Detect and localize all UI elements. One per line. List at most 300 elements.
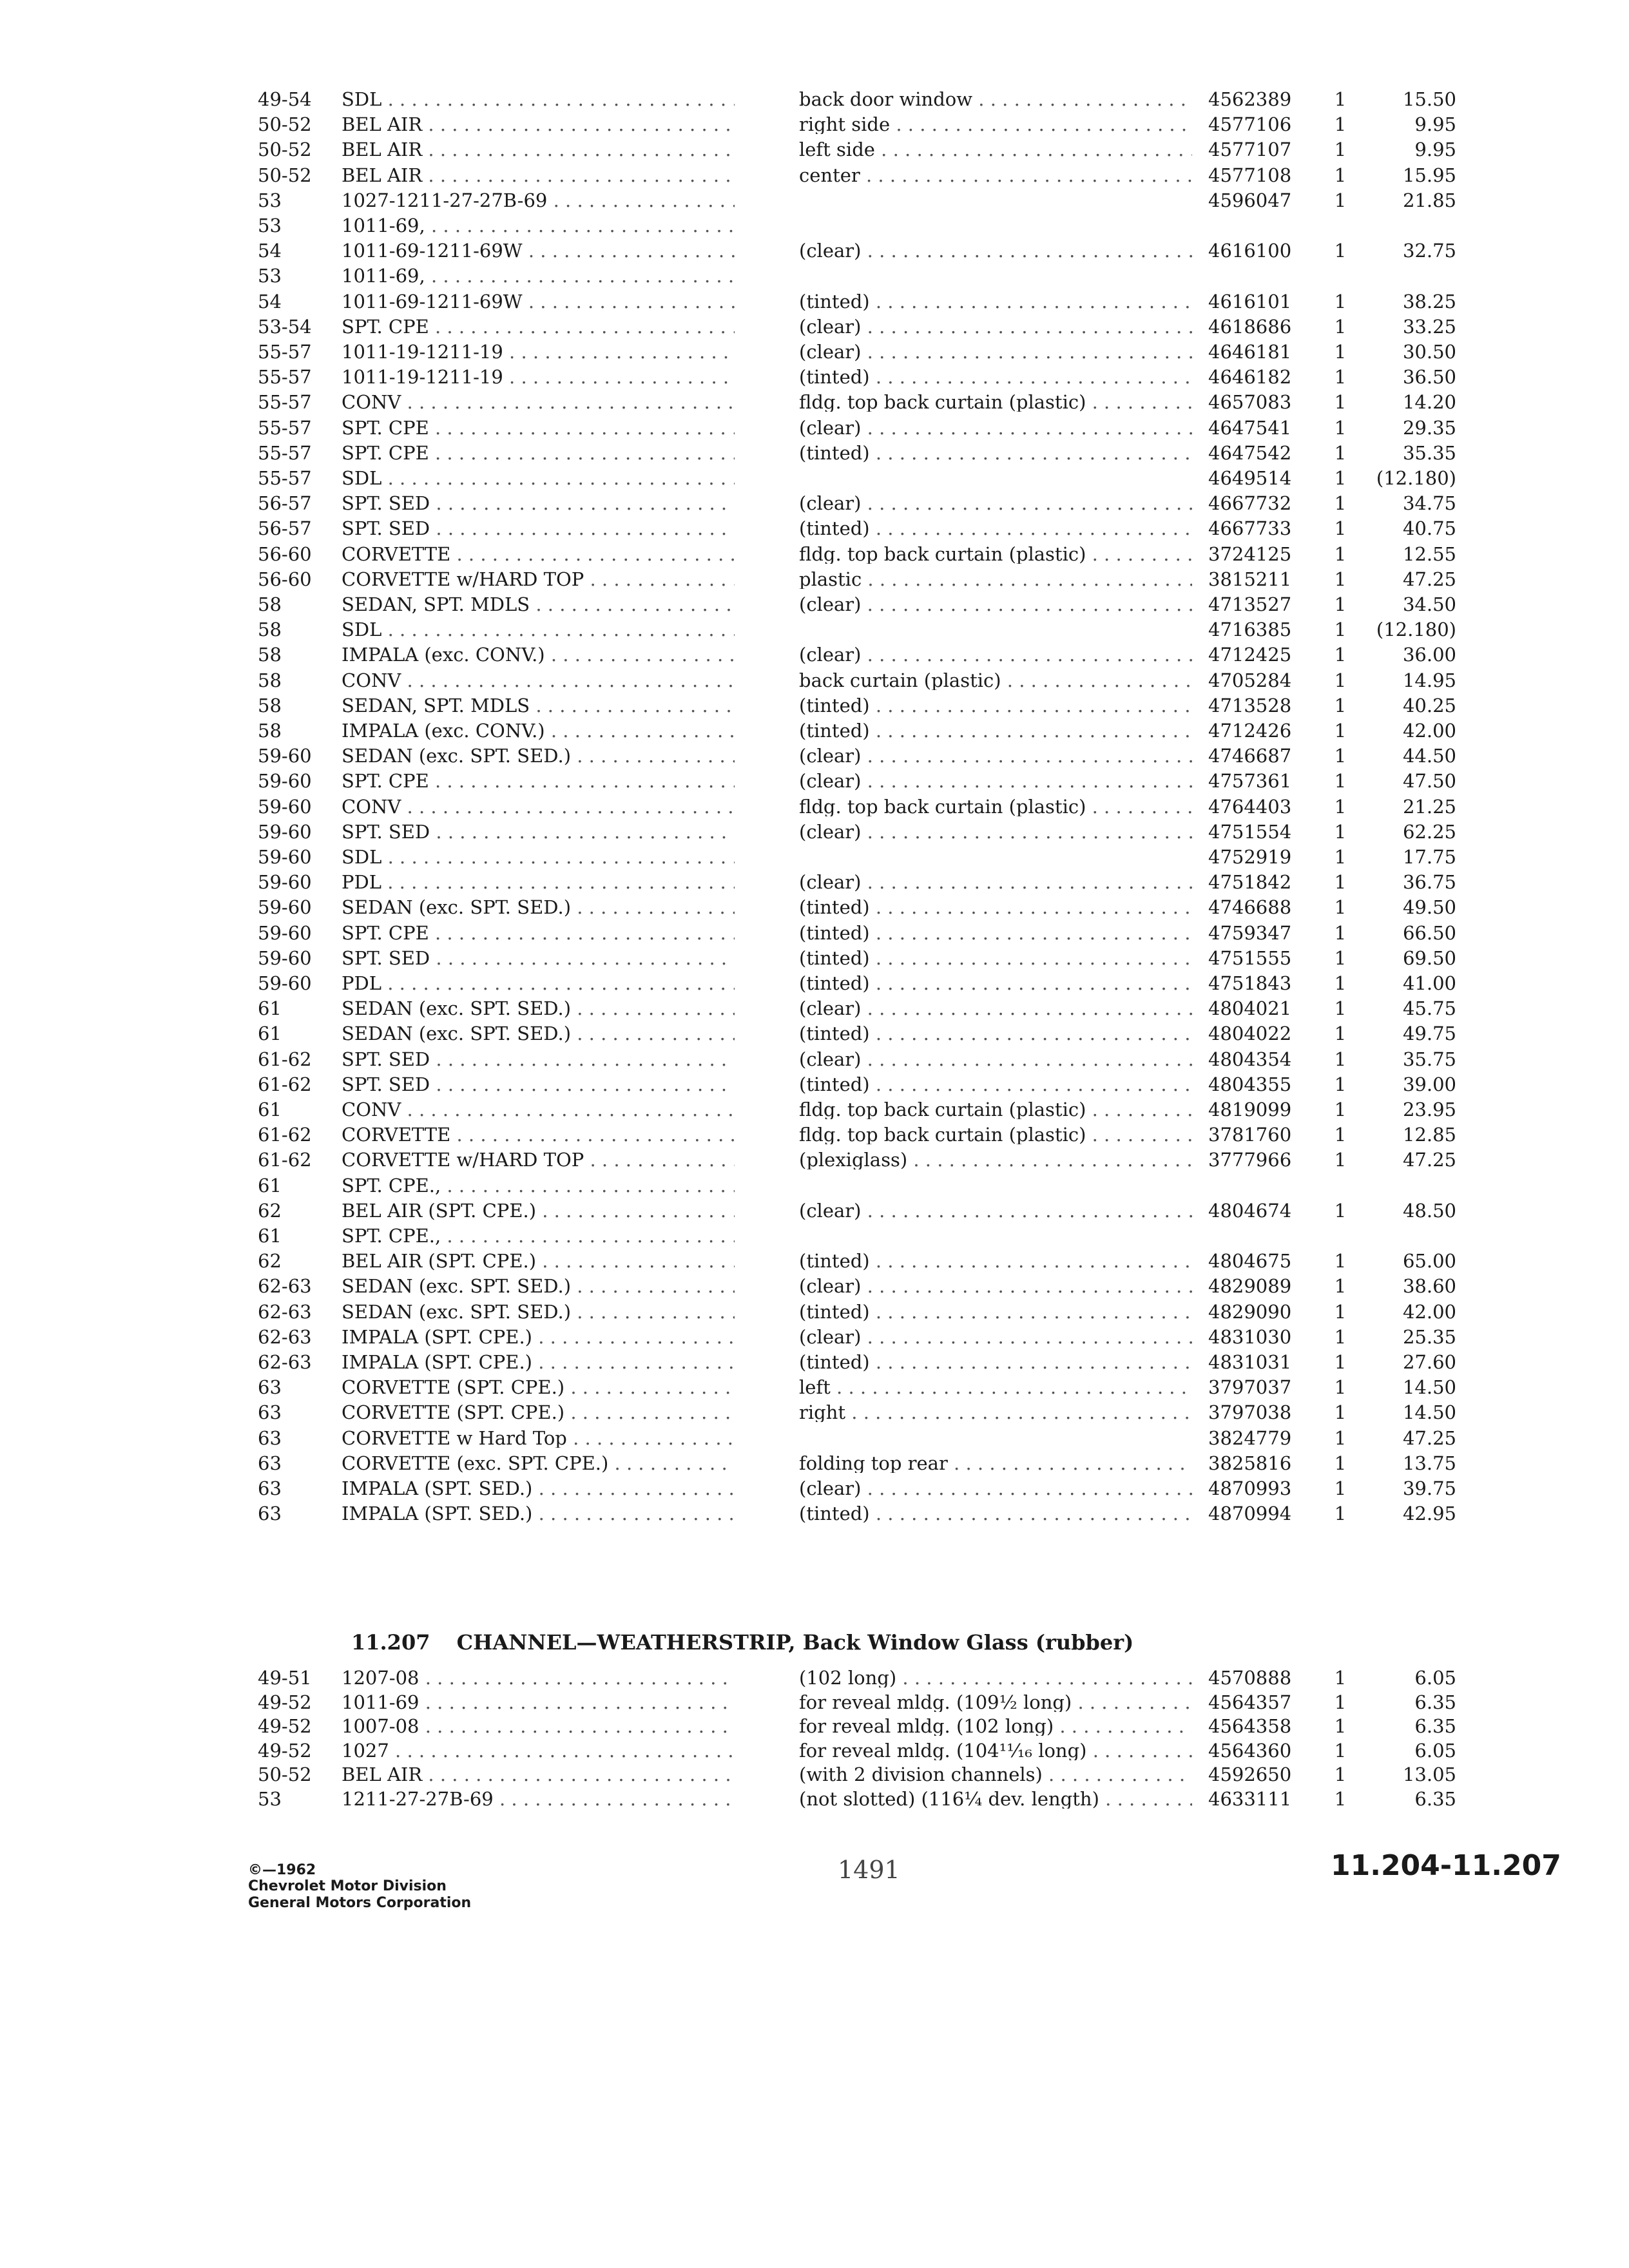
part-number-cell: 4562389 — [1208, 88, 1292, 110]
description-cell: for reveal mldg. (102 long) . . . — [799, 1717, 1192, 1736]
part-number-cell: 4751843 — [1208, 972, 1292, 994]
year-cell: 62 — [258, 1199, 282, 1222]
price-cell: 14.95 — [1402, 669, 1456, 691]
year-cell: 63 — [258, 1477, 282, 1499]
quantity-cell: 1 — [1334, 1325, 1347, 1348]
part-number-cell: 4752919 — [1208, 846, 1292, 868]
quantity-cell: 1 — [1334, 492, 1347, 515]
model-cell: SPT. SED . . . — [342, 519, 735, 538]
model-cell: SDL . . . — [342, 848, 735, 867]
price-cell: 36.00 — [1402, 644, 1456, 666]
quantity-cell: 1 — [1334, 1763, 1347, 1785]
price-cell: 25.35 — [1402, 1325, 1456, 1348]
price-cell: (12.180) — [1376, 467, 1456, 489]
model-cell: SEDAN, SPT. MDLS . . . — [342, 595, 735, 614]
quantity-cell: 1 — [1334, 467, 1347, 489]
description-cell: (clear) . . . — [799, 242, 1192, 260]
quantity-cell: 1 — [1334, 1667, 1347, 1689]
price-cell: 13.05 — [1402, 1763, 1456, 1785]
quantity-cell: 1 — [1334, 1715, 1347, 1737]
quantity-cell: 1 — [1334, 694, 1347, 716]
year-cell: 53 — [258, 189, 282, 211]
quantity-cell: 1 — [1334, 1503, 1347, 1525]
price-cell: 44.50 — [1402, 745, 1456, 767]
quantity-cell: 1 — [1334, 1452, 1347, 1474]
quantity-cell: 1 — [1334, 770, 1347, 793]
quantity-cell: 1 — [1334, 1787, 1347, 1810]
part-number-cell: 4577108 — [1208, 164, 1292, 186]
part-number-cell: 4705284 — [1208, 669, 1292, 691]
year-cell: 63 — [258, 1503, 282, 1525]
year-cell: 50-52 — [258, 139, 312, 161]
year-cell: 55-57 — [258, 467, 312, 489]
description-cell: (tinted) . . . — [799, 1303, 1192, 1321]
quantity-cell: 1 — [1334, 1351, 1347, 1373]
year-cell: 59-60 — [258, 770, 312, 793]
price-cell: 36.75 — [1402, 871, 1456, 894]
year-cell: 59-60 — [258, 820, 312, 843]
quantity-cell: 1 — [1334, 1149, 1347, 1171]
model-cell: SEDAN (exc. SPT. SED.) . . . — [342, 747, 735, 765]
quantity-cell: 1 — [1334, 795, 1347, 818]
division: Chevrolet Motor Division — [248, 1878, 447, 1895]
quantity-cell: 1 — [1334, 1300, 1347, 1323]
price-cell: 47.25 — [1402, 1427, 1456, 1449]
year-cell: 58 — [258, 720, 282, 742]
price-cell: 40.75 — [1402, 517, 1456, 540]
description-cell: (tinted) . . . — [799, 1504, 1192, 1523]
part-number-cell: 4759347 — [1208, 921, 1292, 944]
model-cell: CONV . . . — [342, 798, 735, 816]
quantity-cell: 1 — [1334, 947, 1347, 969]
model-cell: SEDAN (exc. SPT. SED.) . . . — [342, 898, 735, 917]
description-cell: (tinted) . . . — [799, 444, 1192, 463]
quantity-cell: 1 — [1334, 164, 1347, 186]
price-cell: 47.50 — [1402, 770, 1456, 793]
year-cell: 49-52 — [258, 1739, 312, 1762]
part-number-cell: 4804355 — [1208, 1073, 1292, 1095]
price-cell: 35.35 — [1402, 441, 1456, 464]
part-number-cell: 4804674 — [1208, 1199, 1292, 1222]
description-cell: for reveal mldg. (109½ long) . . . — [799, 1693, 1192, 1712]
year-cell: 54 — [258, 290, 282, 312]
description-cell: for reveal mldg. (104¹¹⁄₁₆ long) . . . — [799, 1742, 1192, 1760]
model-cell: SEDAN (exc. SPT. SED.) . . . — [342, 999, 735, 1018]
year-cell: 55-57 — [258, 416, 312, 439]
model-cell: BEL AIR . . . — [342, 140, 735, 159]
part-number-cell: 3825816 — [1208, 1452, 1292, 1474]
quantity-cell: 1 — [1334, 1099, 1347, 1120]
part-number-cell: 4751842 — [1208, 871, 1292, 894]
part-number-cell: 3724125 — [1208, 543, 1292, 565]
part-number-cell: 4657083 — [1208, 391, 1292, 414]
description-cell: (clear) . . . — [799, 1479, 1192, 1498]
model-cell: 1027-1211-27-27B-69 . . . — [342, 191, 735, 210]
section-number: 11.207 — [351, 1630, 430, 1655]
quantity-cell: 1 — [1334, 240, 1347, 262]
year-cell: 58 — [258, 619, 282, 641]
price-cell: 42.00 — [1402, 1300, 1456, 1323]
quantity-cell: 1 — [1334, 88, 1347, 110]
part-number-cell: 4757361 — [1208, 770, 1292, 793]
part-number-cell: 4712426 — [1208, 720, 1292, 742]
group-range: 11.204-11.207 — [1331, 1849, 1561, 1882]
price-cell: 66.50 — [1402, 921, 1456, 944]
quantity-cell: 1 — [1334, 921, 1347, 944]
description-cell: (clear) . . . — [799, 1328, 1192, 1347]
model-cell: BEL AIR . . . — [342, 115, 735, 134]
model-cell: SPT. SED . . . — [342, 494, 735, 513]
year-cell: 61 — [258, 1174, 282, 1196]
part-number-cell: 4577107 — [1208, 139, 1292, 161]
description-cell: (clear) . . . — [799, 1277, 1192, 1296]
quantity-cell: 1 — [1334, 1401, 1347, 1424]
description-cell: (tinted) . . . — [799, 924, 1192, 943]
price-cell: 6.05 — [1414, 1739, 1456, 1762]
description-cell: (102 long) . . . — [799, 1669, 1192, 1687]
quantity-cell: 1 — [1334, 1124, 1347, 1146]
part-number-cell: 4713527 — [1208, 593, 1292, 615]
description-cell: back door window . . . — [799, 90, 1192, 109]
price-cell: 49.50 — [1402, 896, 1456, 919]
price-cell: 14.50 — [1402, 1376, 1456, 1399]
quantity-cell: 1 — [1334, 997, 1347, 1020]
quantity-cell: 1 — [1334, 391, 1347, 414]
part-number-cell: 4564360 — [1208, 1739, 1292, 1762]
description-cell: fldg. top back curtain (plastic) . . . — [799, 1126, 1192, 1144]
price-cell: 15.95 — [1402, 164, 1456, 186]
part-number-cell: 4570888 — [1208, 1667, 1292, 1689]
year-cell: 61 — [258, 1023, 282, 1045]
quantity-cell: 1 — [1334, 341, 1347, 363]
part-number-cell: 4564358 — [1208, 1715, 1292, 1737]
year-cell: 53-54 — [258, 315, 312, 338]
model-cell: SPT. SED . . . — [342, 1075, 735, 1094]
part-number-cell: 4713528 — [1208, 694, 1292, 716]
quantity-cell: 1 — [1334, 1199, 1347, 1222]
year-cell: 49-51 — [258, 1667, 312, 1689]
description-cell: (clear) . . . — [799, 1050, 1192, 1069]
year-cell: 59-60 — [258, 972, 312, 994]
model-cell: IMPALA (SPT. CPE.) . . . — [342, 1353, 735, 1372]
year-cell: 58 — [258, 644, 282, 666]
quantity-cell: 1 — [1334, 1477, 1347, 1499]
part-number-cell: 3797038 — [1208, 1401, 1292, 1424]
model-cell: SPT. CPE . . . — [342, 772, 735, 791]
part-number-cell: 4646182 — [1208, 366, 1292, 389]
description-cell: fldg. top back curtain (plastic) . . . — [799, 393, 1192, 412]
part-number-cell: 4646181 — [1208, 341, 1292, 363]
part-number-cell: 4564357 — [1208, 1691, 1292, 1713]
part-number-cell: 4764403 — [1208, 795, 1292, 818]
price-cell: 47.25 — [1402, 568, 1456, 590]
year-cell: 55-57 — [258, 341, 312, 363]
part-number-cell: 4870993 — [1208, 1477, 1292, 1499]
description-cell: (tinted) . . . — [799, 1075, 1192, 1094]
quantity-cell: 1 — [1334, 290, 1347, 312]
price-cell: 32.75 — [1402, 240, 1456, 262]
year-cell: 62 — [258, 1250, 282, 1273]
description-cell: (clear) . . . — [799, 873, 1192, 892]
year-cell: 56-60 — [258, 543, 312, 565]
description-cell: (tinted) . . . — [799, 697, 1192, 715]
model-cell: IMPALA (SPT. CPE.) . . . — [342, 1328, 735, 1347]
price-cell: 12.55 — [1402, 543, 1456, 565]
year-cell: 61-62 — [258, 1073, 312, 1095]
part-number-cell: 4804021 — [1208, 997, 1292, 1020]
year-cell: 50-52 — [258, 113, 312, 136]
model-cell: BEL AIR (SPT. CPE.) . . . — [342, 1252, 735, 1271]
price-cell: 6.35 — [1414, 1691, 1456, 1713]
part-number-cell: 4649514 — [1208, 467, 1292, 489]
price-cell: 38.25 — [1402, 290, 1456, 312]
description-cell: (clear) . . . — [799, 595, 1192, 614]
year-cell: 59-60 — [258, 795, 312, 818]
model-cell: SPT. SED . . . — [342, 949, 735, 968]
description-cell: folding top rear . . . — [799, 1454, 1192, 1473]
description-cell: (tinted) . . . — [799, 368, 1192, 387]
year-cell: 61-62 — [258, 1124, 312, 1146]
part-number-cell: 4746687 — [1208, 745, 1292, 767]
part-number-cell: 4616101 — [1208, 290, 1292, 312]
part-number-cell: 3797037 — [1208, 1376, 1292, 1399]
model-cell: SEDAN (exc. SPT. SED.) . . . — [342, 1024, 735, 1043]
quantity-cell: 1 — [1334, 1073, 1347, 1095]
year-cell: 63 — [258, 1452, 282, 1474]
part-number-cell: 4647541 — [1208, 416, 1292, 439]
model-cell: SDL . . . — [342, 620, 735, 639]
model-cell: PDL . . . — [342, 873, 735, 892]
model-cell: IMPALA (SPT. SED.) . . . — [342, 1504, 735, 1523]
year-cell: 53 — [258, 265, 282, 287]
quantity-cell: 1 — [1334, 315, 1347, 338]
description-cell: (tinted) . . . — [799, 1024, 1192, 1043]
price-cell: 27.60 — [1402, 1351, 1456, 1373]
description-cell: left side . . . — [799, 140, 1192, 159]
year-cell: 59-60 — [258, 947, 312, 969]
model-cell: SPT. CPE . . . — [342, 444, 735, 463]
description-cell: right . . . — [799, 1403, 1192, 1422]
model-cell: SPT. CPE . . . — [342, 419, 735, 437]
description-cell: center . . . — [799, 166, 1192, 185]
price-cell: 14.50 — [1402, 1401, 1456, 1424]
section-heading — [351, 1630, 1133, 1655]
quantity-cell: 1 — [1334, 619, 1347, 641]
model-cell: SPT. CPE., . . . — [342, 1227, 735, 1245]
model-cell: SPT. CPE . . . — [342, 924, 735, 943]
quantity-cell: 1 — [1334, 1427, 1347, 1449]
year-cell: 59-60 — [258, 745, 312, 767]
year-cell: 58 — [258, 669, 282, 691]
year-cell: 53 — [258, 215, 282, 236]
part-number-cell: 4804022 — [1208, 1023, 1292, 1045]
price-cell: 17.75 — [1402, 846, 1456, 868]
price-cell: 9.95 — [1414, 139, 1456, 161]
price-cell: 36.50 — [1402, 366, 1456, 389]
model-cell: 1011-69-1211-69W . . . — [342, 242, 735, 260]
quantity-cell: 1 — [1334, 1250, 1347, 1273]
quantity-cell: 1 — [1334, 568, 1347, 590]
year-cell: 56-57 — [258, 492, 312, 515]
year-cell: 50-52 — [258, 164, 312, 186]
year-cell: 61-62 — [258, 1048, 312, 1070]
description-cell: (tinted) . . . — [799, 1252, 1192, 1271]
model-cell: 1211-27-27B-69 . . . — [342, 1790, 735, 1809]
description-cell: (clear) . . . — [799, 747, 1192, 765]
price-cell: 15.50 — [1402, 88, 1456, 110]
quantity-cell: 1 — [1334, 871, 1347, 894]
model-cell: CONV . . . — [342, 1100, 735, 1119]
model-cell: SPT. SED . . . — [342, 823, 735, 841]
quantity-cell: 1 — [1334, 1739, 1347, 1762]
description-cell: fldg. top back curtain (plastic) . . . — [799, 1100, 1192, 1119]
part-number-cell: 3815211 — [1208, 568, 1292, 590]
price-cell: 9.95 — [1414, 113, 1456, 136]
part-number-cell: 3824779 — [1208, 1427, 1292, 1449]
description-cell: (clear) . . . — [799, 999, 1192, 1018]
quantity-cell: 1 — [1334, 593, 1347, 615]
part-number-cell: 4804675 — [1208, 1250, 1292, 1273]
year-cell: 58 — [258, 593, 282, 615]
price-cell: 6.35 — [1414, 1715, 1456, 1737]
price-cell: 47.25 — [1402, 1149, 1456, 1171]
price-cell: 21.85 — [1402, 189, 1456, 211]
year-cell: 62-63 — [258, 1275, 312, 1298]
quantity-cell: 1 — [1334, 1023, 1347, 1045]
price-cell: (12.180) — [1376, 619, 1456, 641]
price-cell: 34.50 — [1402, 593, 1456, 615]
price-cell: 14.20 — [1402, 391, 1456, 414]
part-number-cell: 4870994 — [1208, 1503, 1292, 1525]
quantity-cell: 1 — [1334, 972, 1347, 994]
quantity-cell: 1 — [1334, 644, 1347, 666]
price-cell: 40.25 — [1402, 694, 1456, 716]
part-number-cell: 4716385 — [1208, 619, 1292, 641]
description-cell: (plexiglass) . . . — [799, 1151, 1192, 1169]
part-number-cell: 4596047 — [1208, 189, 1292, 211]
year-cell: 49-52 — [258, 1715, 312, 1737]
quantity-cell: 1 — [1334, 441, 1347, 464]
year-cell: 62-63 — [258, 1351, 312, 1373]
price-cell: 34.75 — [1402, 492, 1456, 515]
quantity-cell: 1 — [1334, 1376, 1347, 1399]
model-cell: CONV . . . — [342, 393, 735, 412]
quantity-cell: 1 — [1334, 896, 1347, 919]
quantity-cell: 1 — [1334, 1691, 1347, 1713]
quantity-cell: 1 — [1334, 543, 1347, 565]
price-cell: 65.00 — [1402, 1250, 1456, 1273]
model-cell: CONV . . . — [342, 671, 735, 690]
description-cell: (clear) . . . — [799, 772, 1192, 791]
description-cell: (clear) . . . — [799, 343, 1192, 361]
year-cell: 53 — [258, 1787, 282, 1810]
year-cell: 61 — [258, 997, 282, 1020]
model-cell: BEL AIR (SPT. CPE.) . . . — [342, 1202, 735, 1220]
model-cell: BEL AIR . . . — [342, 1765, 735, 1784]
year-cell: 58 — [258, 694, 282, 716]
model-cell: CORVETTE w/HARD TOP . . . — [342, 570, 735, 589]
quantity-cell: 1 — [1334, 139, 1347, 161]
year-cell: 63 — [258, 1376, 282, 1399]
model-cell: SPT. CPE . . . — [342, 318, 735, 336]
part-number-cell: 4751555 — [1208, 947, 1292, 969]
model-cell: CORVETTE w/HARD TOP . . . — [342, 1151, 735, 1169]
price-cell: 35.75 — [1402, 1048, 1456, 1070]
quantity-cell: 1 — [1334, 416, 1347, 439]
quantity-cell: 1 — [1334, 189, 1347, 211]
year-cell: 49-52 — [258, 1691, 312, 1713]
price-cell: 42.95 — [1402, 1503, 1456, 1525]
part-number-cell: 4829090 — [1208, 1300, 1292, 1323]
model-cell: IMPALA (SPT. SED.) . . . — [342, 1479, 735, 1498]
price-cell: 41.00 — [1402, 972, 1456, 994]
price-cell: 6.05 — [1414, 1667, 1456, 1689]
quantity-cell: 1 — [1334, 517, 1347, 540]
quantity-cell: 1 — [1334, 1048, 1347, 1070]
part-number-cell: 3781760 — [1208, 1124, 1292, 1146]
quantity-cell: 1 — [1334, 720, 1347, 742]
page-number: 1491 — [838, 1856, 900, 1884]
model-cell: CORVETTE (exc. SPT. CPE.) . . . — [342, 1454, 735, 1473]
year-cell: 61-62 — [258, 1149, 312, 1171]
price-cell: 29.35 — [1402, 416, 1456, 439]
part-number-cell: 4751554 — [1208, 820, 1292, 843]
model-cell: 1011-69, . . . — [342, 216, 735, 235]
description-cell: fldg. top back curtain (plastic) . . . — [799, 798, 1192, 816]
part-number-cell: 4804354 — [1208, 1048, 1292, 1070]
description-cell: (tinted) . . . — [799, 1353, 1192, 1372]
price-cell: 12.85 — [1402, 1124, 1456, 1146]
year-cell: 50-52 — [258, 1763, 312, 1785]
part-number-cell: 4829089 — [1208, 1275, 1292, 1298]
description-cell: (clear) . . . — [799, 494, 1192, 513]
quantity-cell: 1 — [1334, 820, 1347, 843]
part-number-cell: 4667732 — [1208, 492, 1292, 515]
price-cell: 13.75 — [1402, 1452, 1456, 1474]
description-cell: (tinted) . . . — [799, 949, 1192, 968]
price-cell: 30.50 — [1402, 341, 1456, 363]
model-cell: SPT. SED . . . — [342, 1050, 735, 1069]
price-cell: 49.75 — [1402, 1023, 1456, 1045]
part-number-cell: 4618686 — [1208, 315, 1292, 338]
quantity-cell: 1 — [1334, 1275, 1347, 1298]
year-cell: 59-60 — [258, 896, 312, 919]
year-cell: 63 — [258, 1401, 282, 1424]
model-cell: SEDAN (exc. SPT. SED.) . . . — [342, 1277, 735, 1296]
description-cell: plastic . . . — [799, 570, 1192, 589]
part-number-cell: 3777966 — [1208, 1149, 1292, 1171]
model-cell: IMPALA (exc. CONV.) . . . — [342, 646, 735, 664]
part-number-cell: 4647542 — [1208, 441, 1292, 464]
description-cell: fldg. top back curtain (plastic) . . . — [799, 545, 1192, 564]
price-cell: 23.95 — [1402, 1099, 1456, 1120]
description-cell: (tinted) . . . — [799, 293, 1192, 311]
model-cell: BEL AIR . . . — [342, 166, 735, 185]
model-cell: SDL . . . — [342, 90, 735, 109]
part-number-cell: 4831030 — [1208, 1325, 1292, 1348]
year-cell: 54 — [258, 240, 282, 262]
description-cell: (clear) . . . — [799, 823, 1192, 841]
description-cell: (tinted) . . . — [799, 519, 1192, 538]
year-cell: 49-54 — [258, 88, 312, 110]
price-cell: 6.35 — [1414, 1787, 1456, 1810]
year-cell: 55-57 — [258, 441, 312, 464]
copyright: ©—1962 — [248, 1862, 316, 1878]
year-cell: 56-60 — [258, 568, 312, 590]
description-cell: (not slotted) (116¼ dev. length) . . . — [799, 1790, 1192, 1809]
model-cell: 1011-69 . . . — [342, 1693, 735, 1712]
description-cell: (tinted) . . . — [799, 722, 1192, 740]
